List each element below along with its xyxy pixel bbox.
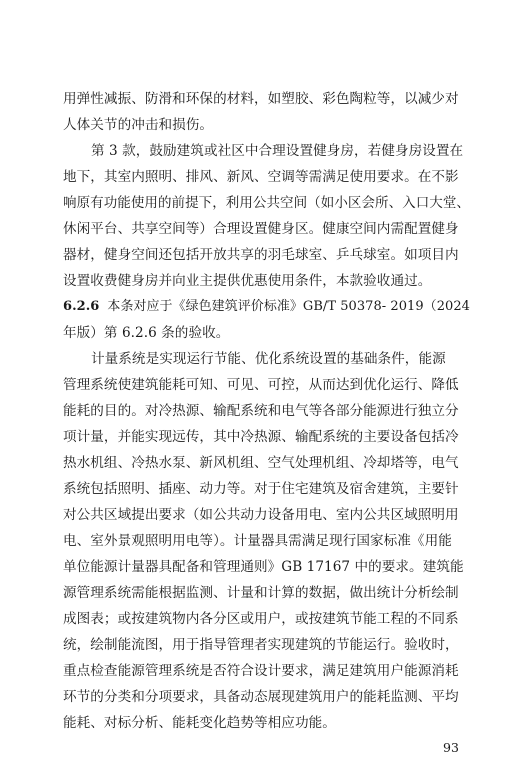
text-line: 人体关节的冲击和损伤。 xyxy=(63,117,214,133)
text-line: 年版）第 6.2.6 条的验收。 xyxy=(63,325,230,341)
text-line: 管理系统使建筑能耗可知、可见、可控，从而达到优化运行、降低 xyxy=(63,377,459,393)
text-line: 环节的分类和分项要求，具备动态展现建筑用户的能耗监测、平均 xyxy=(63,689,459,705)
text-line: 电、室外景观照明用电等）。计量器具需满足现行国家标准《用能 xyxy=(63,533,452,549)
page-number: 93 xyxy=(443,740,459,755)
clause-number: 6.2.6 xyxy=(63,299,100,314)
text-line: 响原有功能使用的前提下，利用公共空间（如小区会所、入口大堂、 xyxy=(63,195,470,211)
text-line: 第 3 款，鼓励建筑或社区中合理设置健身房，若健身房设置在 xyxy=(91,143,464,159)
text-line: 设置收费健身房并向业主提供优惠使用条件，本款验收通过。 xyxy=(63,273,432,289)
text-line: 项计量，并能实现远传，其中冷热源、输配系统的主要设备包括冷 xyxy=(63,429,459,445)
text-line: 用弹性减振、防滑和环保的材料，如塑胶、彩色陶粒等，以减少对 xyxy=(63,91,459,107)
text-line: 能耗的目的。对冷热源、输配系统和电气等各部分能源进行独立分 xyxy=(63,403,459,419)
text-line: 统，绘制能流图，用于指导管理者实现建筑的节能运行。验收时， xyxy=(63,637,459,653)
clause-text: 本条对应于《绿色建筑评价标准》GB/T 50378- 2019（2024 xyxy=(107,299,470,314)
text-line: 成图表；或按建筑物内各分区或用户，或按建筑节能工程的不同系 xyxy=(63,611,459,627)
text-line: 对公共区域提出要求（如公共动力设备用电、室内公共区域照明用 xyxy=(63,507,459,523)
text-line: 地下，其室内照明、排风、新风、空调等需满足使用要求。在不影 xyxy=(63,169,459,185)
text-line: 计量系统是实现运行节能、优化系统设置的基础条件，能源 xyxy=(91,351,446,367)
text-line: 休闲平台、共享空间等）合理设置健身区。健康空间内需配置健身 xyxy=(63,221,459,237)
text-line: 系统包括照明、插座、动力等。对于住宅建筑及宿舍建筑，主要针 xyxy=(63,481,459,497)
clause-heading xyxy=(63,297,470,317)
text-line: 器材，健身空间还包括开放共享的羽毛球室、乒乓球室。如项目内 xyxy=(63,247,459,263)
text-line: 热水机组、冷热水泵、新风机组、空气处理机组、冷却塔等，电气 xyxy=(63,455,459,471)
text-line: 单位能源计量器具配备和管理通则》GB 17167 中的要求。建筑能 xyxy=(63,559,464,575)
text-line: 能耗、对标分析、能耗变化趋势等相应功能。 xyxy=(63,715,336,731)
text-line: 源管理系统需能根据监测、计量和计算的数据，做出统计分析绘制 xyxy=(63,585,459,601)
text-line: 重点检查能源管理系统是否符合设计要求，满足建筑用户能源消耗 xyxy=(63,663,459,679)
